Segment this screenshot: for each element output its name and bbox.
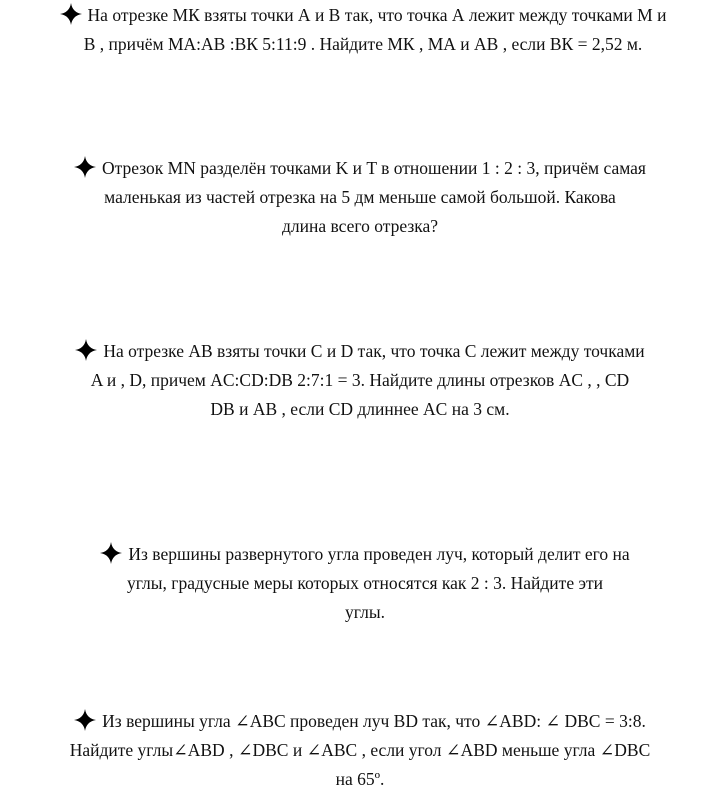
problem-3-text-3: DB и AB , если CD длиннее AC на 3 см. (210, 399, 510, 419)
problem-5-text-3: на 65º. (335, 769, 385, 789)
problem-2-line-1 (15, 154, 705, 183)
problem-3-text-1: На отрезке AB взяты точки C и D так, что точка C лежит между точками (103, 341, 645, 361)
problem-4-text-3: углы. (345, 602, 385, 622)
problem-1-text-2: В , причём МА:АВ :ВК 5:11:9 . Найдите МК , МА и АВ , если ВК = 2,52 м. (83, 34, 643, 54)
problem-5-line-1 (15, 707, 705, 736)
problem-5-text-2: Найдите углы∠ABD , ∠DBC и ∠ABC , если угол ∠ABD меньше угла ∠DBC (69, 740, 651, 760)
problem-3 (15, 337, 705, 424)
four-point-star-icon (60, 3, 82, 25)
four-point-star-icon (74, 709, 96, 731)
problem-1-line-1 (18, 1, 708, 30)
problem-1-text-1: На отрезке МК взяты точки А и В так, что точка А лежит между точками М и (87, 5, 667, 25)
problem-2-text-2: маленькая из частей отрезка на 5 дм меньше самой большой. Какова (104, 187, 616, 207)
problem-4-text-2: углы, градусные меры которых относятся как 2 : 3. Найдите эти (126, 573, 603, 593)
problem-5 (15, 707, 705, 794)
four-point-star-icon (74, 156, 96, 178)
problem-4-text-1: Из вершины развернутого угла проведен луч, который делит его на (128, 544, 630, 564)
problem-5-text-1: Из вершины угла ∠ABC проведен луч BD так, что ∠ABD: ∠ DBC = 3:8. (102, 711, 646, 731)
four-point-star-icon (100, 542, 122, 564)
problem-2 (15, 154, 705, 241)
problem-3-line-1 (15, 337, 705, 366)
problem-4 (20, 540, 710, 627)
problem-4-line-1 (20, 540, 710, 569)
problem-2-text-3: длина всего отрезка? (281, 216, 439, 236)
four-point-star-icon (75, 339, 97, 361)
problem-1 (18, 1, 708, 59)
problem-3-text-2: A и , D, причем AC:CD:DB 2:7:1 = 3. Найдите длины отрезков AC , , CD (90, 370, 630, 390)
problem-2-text-1: Отрезок MN разделён точками K и T в отношении 1 : 2 : 3, причём самая (102, 158, 646, 178)
